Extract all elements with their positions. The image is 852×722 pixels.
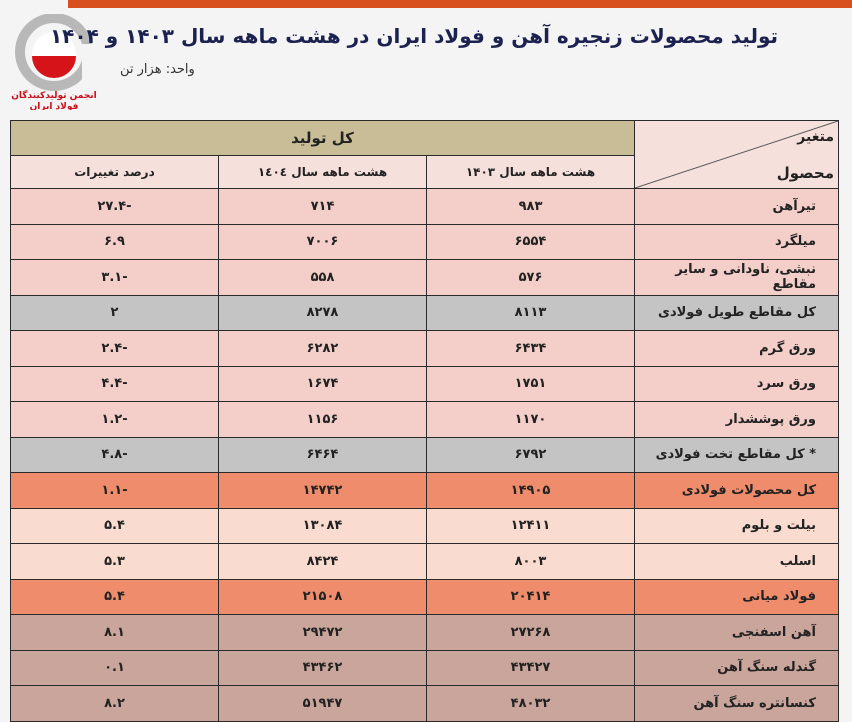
value-1404: ۵۱۹۴۷: [219, 686, 427, 722]
corner-header: [635, 121, 839, 189]
value-1403: ۱۱۷۰: [427, 402, 635, 438]
col-1403: هشت ماهه سال ۱۴۰۳: [427, 156, 635, 189]
product-name: کل مقاطع طویل فولادی: [635, 295, 839, 331]
change-percent: -۲.۴: [11, 331, 219, 367]
table-row: [11, 402, 839, 438]
product-name: گندله سنگ آهن: [635, 650, 839, 686]
table-row: [11, 544, 839, 580]
table-row: [11, 473, 839, 509]
value-1404: ۲۹۴۷۲: [219, 615, 427, 651]
table-row: [11, 260, 839, 296]
table-row: [11, 295, 839, 331]
product-name: ورق پوششدار: [635, 402, 839, 438]
value-1404: ۱۳۰۸۴: [219, 508, 427, 544]
value-1404: ۵۵۸: [219, 260, 427, 296]
product-label: محصول: [776, 164, 834, 182]
change-percent: ۸.۱: [11, 615, 219, 651]
product-name: فولاد میانی: [635, 579, 839, 615]
value-1404: ۱۶۷۴: [219, 366, 427, 402]
value-1403: ۱۷۵۱: [427, 366, 635, 402]
change-percent: ۵.۴: [11, 508, 219, 544]
value-1403: ۴۳۴۲۷: [427, 650, 635, 686]
change-percent: -۳.۱: [11, 260, 219, 296]
product-name: کنسانتره سنگ آهن: [635, 686, 839, 722]
col-1404: هشت ماهه سال ۱٤۰٤: [219, 156, 427, 189]
product-name: کل محصولات فولادی: [635, 473, 839, 509]
product-name: میلگرد: [635, 224, 839, 260]
col-change: درصد تغییرات: [11, 156, 219, 189]
change-percent: ۵.۴: [11, 579, 219, 615]
value-1404: ۱۴۷۴۲: [219, 473, 427, 509]
value-1403: ۸۰۰۳: [427, 544, 635, 580]
page-title: تولید محصولات زنجیره آهن و فولاد ایران در هشت ماهه سال ۱۴۰۳ و ۱۴۰۴: [49, 24, 778, 48]
change-percent: ۲: [11, 295, 219, 331]
value-1403: ۲۷۲۶۸: [427, 615, 635, 651]
svg-text:انجمن تولیدکنندگان: انجمن تولیدکنندگان: [11, 91, 97, 101]
value-1404: ۷۱۴: [219, 189, 427, 225]
product-name: بیلت و بلوم: [635, 508, 839, 544]
value-1404: ۷۰۰۶: [219, 224, 427, 260]
table-row: [11, 331, 839, 367]
top-accent-bar: [68, 0, 852, 8]
product-name: اسلب: [635, 544, 839, 580]
value-1403: ۶۵۵۴: [427, 224, 635, 260]
table-row: [11, 579, 839, 615]
value-1404: ۱۱۵۶: [219, 402, 427, 438]
table-row: [11, 189, 839, 225]
product-name: آهن اسفنجی: [635, 615, 839, 651]
value-1403: ۸۱۱۳: [427, 295, 635, 331]
value-1403: ۱۴۹۰۵: [427, 473, 635, 509]
value-1403: ۶۷۹۲: [427, 437, 635, 473]
table-row: [11, 615, 839, 651]
value-1404: ۲۱۵۰۸: [219, 579, 427, 615]
change-percent: -۱.۲: [11, 402, 219, 438]
table-row: [11, 366, 839, 402]
total-production-header: کل تولید: [11, 121, 635, 156]
table-row: [11, 650, 839, 686]
table-row: [11, 224, 839, 260]
production-table: [10, 120, 839, 722]
change-percent: -۲۷.۴: [11, 189, 219, 225]
product-name: * کل مقاطع تخت فولادی: [635, 437, 839, 473]
value-1404: ۶۴۶۴: [219, 437, 427, 473]
value-1403: ۵۷۶: [427, 260, 635, 296]
table-row: [11, 437, 839, 473]
product-name: ورق گرم: [635, 331, 839, 367]
table-row: [11, 508, 839, 544]
change-percent: -۱.۱: [11, 473, 219, 509]
value-1403: ۴۸۰۳۲: [427, 686, 635, 722]
product-name: تیرآهن: [635, 189, 839, 225]
value-1403: ۱۲۴۱۱: [427, 508, 635, 544]
variable-label: متغیر: [797, 129, 834, 145]
value-1403: ۲۰۴۱۴: [427, 579, 635, 615]
table-row: [11, 686, 839, 722]
value-1403: ۶۴۳۴: [427, 331, 635, 367]
change-percent: ۰.۱: [11, 650, 219, 686]
change-percent: -۴.۸: [11, 437, 219, 473]
change-percent: ۵.۳: [11, 544, 219, 580]
product-name: ورق سرد: [635, 366, 839, 402]
value-1404: ۸۴۲۴: [219, 544, 427, 580]
value-1404: ۸۲۷۸: [219, 295, 427, 331]
change-percent: ۶.۹: [11, 224, 219, 260]
value-1404: ۴۳۴۶۲: [219, 650, 427, 686]
value-1403: ۹۸۳: [427, 189, 635, 225]
product-name: نبشی، ناودانی و سایر مقاطع: [635, 260, 839, 296]
change-percent: ۸.۲: [11, 686, 219, 722]
change-percent: -۴.۴: [11, 366, 219, 402]
svg-text:فولاد ایران: فولاد ایران: [29, 102, 79, 110]
value-1404: ۶۲۸۲: [219, 331, 427, 367]
unit-label: واحد: هزار تن: [120, 62, 195, 77]
